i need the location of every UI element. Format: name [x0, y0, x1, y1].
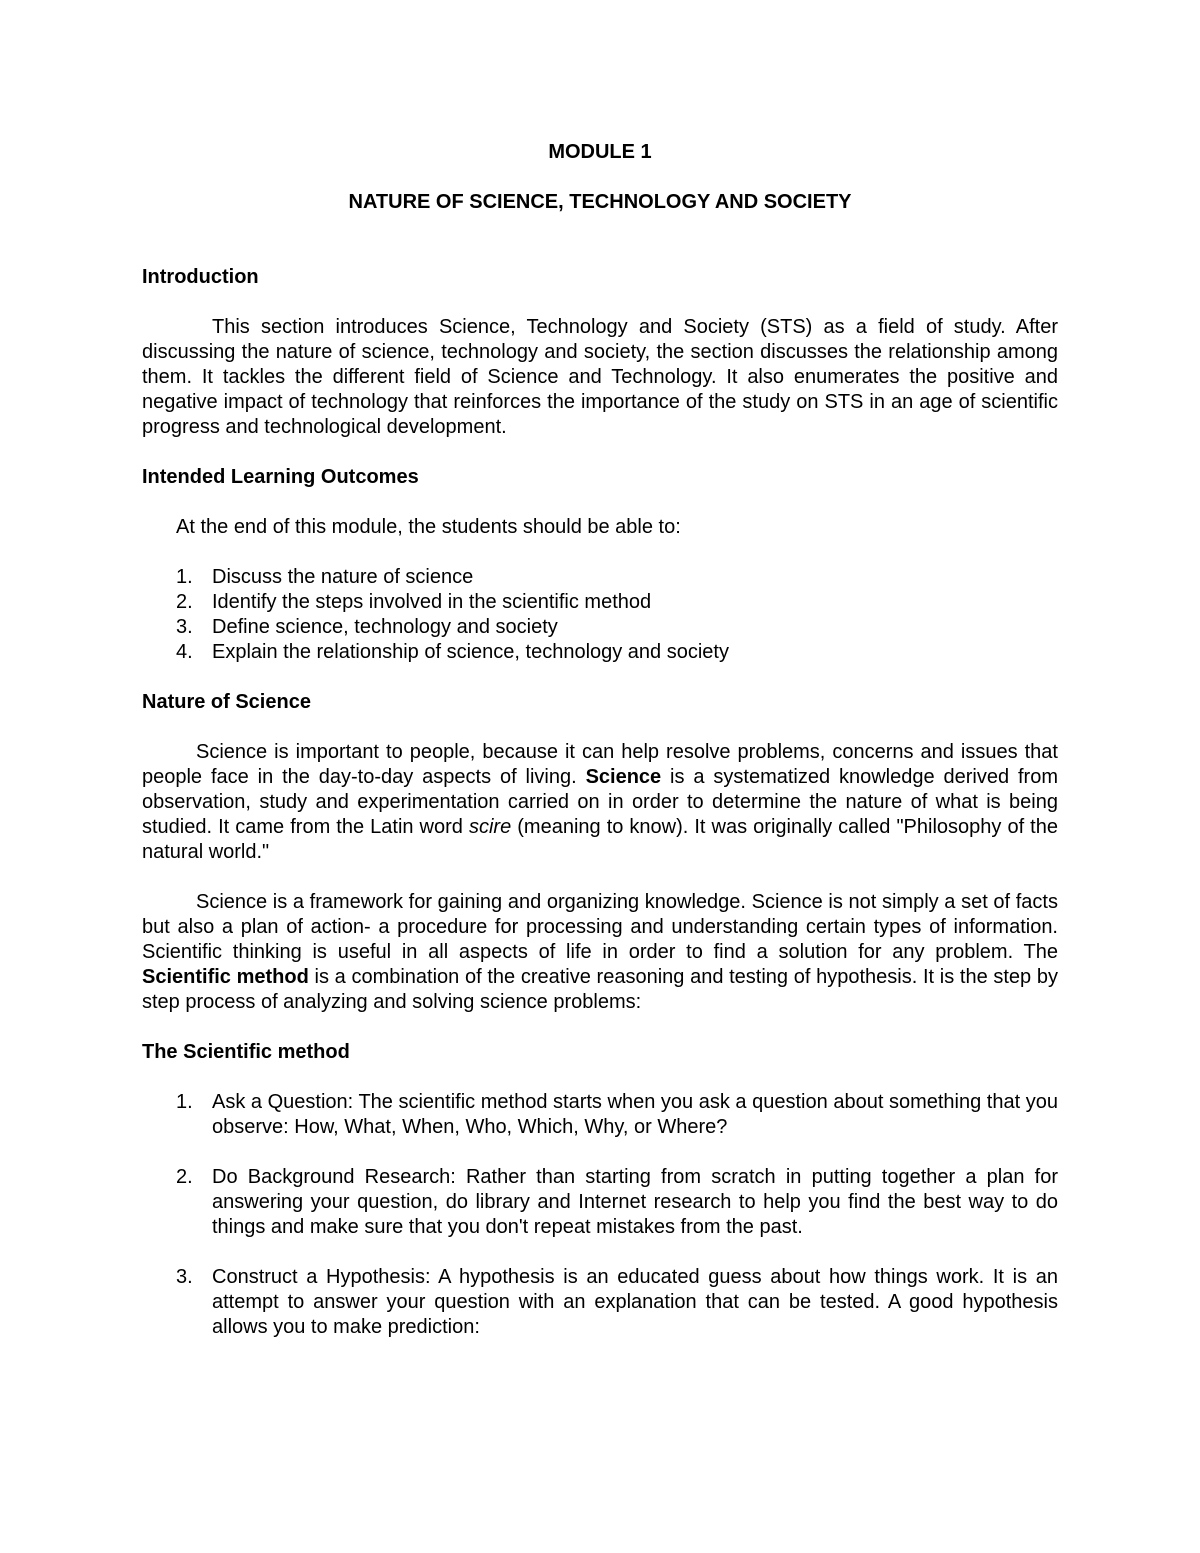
introduction-heading: Introduction: [142, 266, 259, 288]
module-number: MODULE 1: [548, 141, 652, 163]
nature-p2-text: is a combination of the creative reasoning and testing of hypothesis. It is the step by step process of analyzing and solving science problems:: [142, 966, 1058, 1013]
nature-p1-text: Science is important to people, because it can help resolve problems, concerns and issues that people face in the day-to-day aspects of living.: [142, 741, 1058, 788]
method-step: [142, 1165, 1058, 1240]
outcomes-list: [142, 565, 1058, 665]
outcome-number: 4.: [176, 641, 193, 663]
outcomes-lead: At the end of this module, the students should be able to:: [176, 516, 681, 538]
nature-p1-text: (meaning to know). It was originally called "Philosophy of the natural world.": [142, 816, 1058, 863]
method-heading: The Scientific method: [142, 1041, 350, 1063]
module-title: NATURE OF SCIENCE, TECHNOLOGY AND SOCIETY: [348, 191, 852, 213]
outcome-number: 2.: [176, 591, 193, 613]
latin-word: scire: [468, 816, 512, 838]
nature-heading: Nature of Science: [142, 691, 311, 713]
step-number: 2.: [176, 1166, 193, 1188]
method-step: [142, 1090, 1058, 1140]
outcome-number: 1.: [176, 566, 193, 588]
step-number: 3.: [176, 1266, 193, 1288]
step-text: Ask a Question: The scientific method starts when you ask a question about something that you observe: How, What, When, Who, Which, Why, or Where?: [212, 1091, 1058, 1138]
nature-p1-text: is a systematized knowledge derived from observation, study and experimentation carried on in order to determine the nature of what is being studied. It came from the Latin word: [142, 766, 1058, 838]
step-text: Construct a Hypothesis: A hypothesis is an educated guess about how things work. It is an attempt to answer your question with an explanation that can be tested. A good hypothesis allows you to make prediction:: [212, 1266, 1058, 1338]
outcome-number: 3.: [176, 616, 193, 638]
outcome-text: Define science, technology and society: [212, 616, 558, 638]
document-body: [142, 140, 1058, 1365]
scientific-method-term: Scientific method: [142, 966, 309, 988]
step-text: Do Background Research: Rather than starting from scratch in putting together a plan for answering your question, do library and Internet research to help you find the best way to do things and make sure that you don't repeat mistakes from the past.: [212, 1166, 1058, 1238]
outcomes-heading: Intended Learning Outcomes: [142, 466, 419, 488]
nature-paragraph-1: [142, 740, 1058, 865]
outcome-item: [142, 640, 1058, 665]
introduction-paragraph: This section introduces Science, Technology and Society (STS) as a field of study. After discussing the nature of science, technology and society, the section discusses the relationship among them. It tackles the different field of Science and Technology. It also enumerates the positive and negative impact of technology that reinforces the importance of the study on STS in an age of scientific progress and technological development.: [142, 316, 1058, 438]
outcome-item: [142, 590, 1058, 615]
nature-p2-text: Science is a framework for gaining and organizing knowledge. Science is not simply a set of facts but also a plan of action- a procedure for processing and understanding certain types of information. Scientific thinking is useful in all aspects of life in order to find a solution for any problem. The: [142, 891, 1058, 963]
science-term: Science: [585, 766, 662, 788]
nature-paragraph-2: [142, 890, 1058, 1015]
outcome-text: Discuss the nature of science: [212, 566, 474, 588]
outcome-text: Explain the relationship of science, technology and society: [212, 641, 729, 663]
method-steps-list: [142, 1090, 1058, 1340]
outcome-text: Identify the steps involved in the scientific method: [212, 591, 652, 613]
method-step: [142, 1265, 1058, 1340]
outcome-item: [142, 615, 1058, 640]
step-number: 1.: [176, 1091, 193, 1113]
outcome-item: [142, 565, 1058, 590]
